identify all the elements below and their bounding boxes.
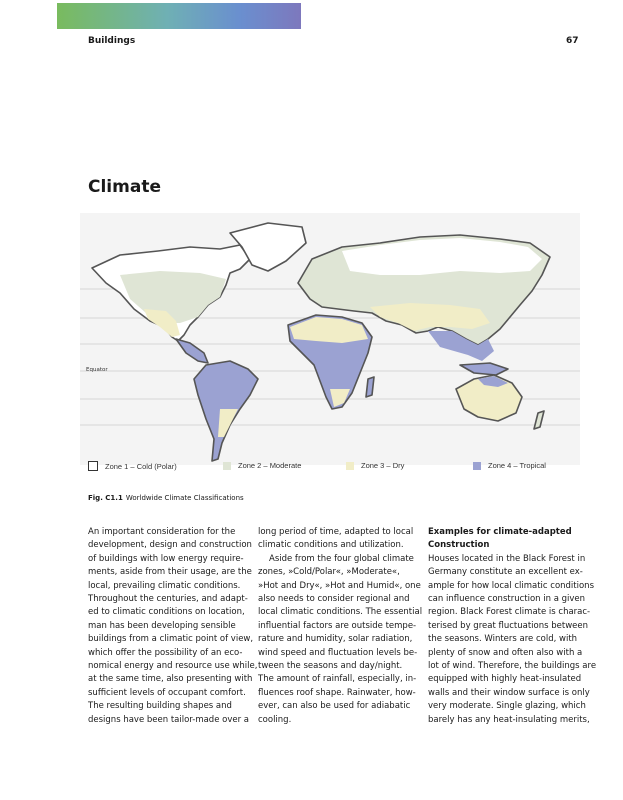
text-line: »Hot and Dry«, »Hot and Humid«, one bbox=[258, 580, 421, 591]
text-line: designs have been tailor-made over a bbox=[88, 714, 249, 725]
text-line: terised by great fluctuations between bbox=[428, 620, 588, 631]
text-line: cooling. bbox=[258, 714, 292, 725]
section-heading: Construction bbox=[428, 540, 490, 551]
text-column-3 bbox=[428, 526, 600, 727]
text-line: can influence construction in a given bbox=[428, 594, 586, 605]
legend-label: Zone 1 – Cold (Polar) bbox=[105, 461, 177, 471]
text-line: ever, can also be used for adiabatic bbox=[258, 701, 411, 712]
world-climate-map bbox=[80, 213, 580, 465]
text-line: barely has any heat-insulating merits, bbox=[428, 714, 590, 725]
legend-zone-1 bbox=[88, 461, 177, 471]
text-line: Germany constitute an excellent ex- bbox=[428, 567, 583, 578]
text-line: lot of wind. Therefore, the buildings are bbox=[428, 661, 597, 672]
running-head: Buildings bbox=[88, 36, 136, 46]
color-band bbox=[57, 3, 301, 29]
text-line: An important consideration for the bbox=[88, 527, 236, 537]
text-line: which offer the possibility of an eco- bbox=[88, 647, 243, 658]
text-line: nomical energy and resource use while, bbox=[88, 661, 258, 672]
section-heading: Examples for climate-adapted bbox=[428, 527, 572, 537]
text-line: Houses located in the Black Forest in bbox=[428, 553, 586, 564]
text-line: ments, aside from their usage, are the bbox=[88, 567, 252, 578]
text-line: region. Black Forest climate is charac- bbox=[428, 607, 591, 618]
text-line: local climatic conditions. The essential bbox=[258, 607, 423, 618]
legend-label: Zone 2 – Moderate bbox=[238, 461, 302, 470]
text-line: development, design and construction bbox=[88, 540, 252, 551]
text-line: man has been developing sensible bbox=[88, 620, 236, 631]
text-line: The resulting building shapes and bbox=[88, 701, 232, 712]
text-line: fluences roof shape. Rainwater, how- bbox=[258, 687, 416, 698]
text-line: wind speed and fluctuation levels be- bbox=[258, 647, 418, 658]
text-line: rature and humidity, solar radiation, bbox=[258, 634, 413, 645]
legend-zone-4 bbox=[473, 461, 546, 470]
page-number: 67 bbox=[566, 36, 579, 46]
legend-swatch-dry bbox=[346, 462, 354, 470]
text-line: of buildings with low energy require- bbox=[88, 553, 244, 564]
text-line: local, prevailing climatic conditions. bbox=[88, 580, 241, 591]
legend-swatch-tropical bbox=[473, 462, 481, 470]
text-line: tween the seasons and day/night. bbox=[258, 661, 403, 672]
text-line: Aside from the four global climate bbox=[269, 553, 414, 564]
text-line: zones, »Cold/Polar«, »Moderate«, bbox=[258, 567, 400, 578]
text-line: plenty of snow and often also with a bbox=[428, 647, 583, 658]
page-title: Climate bbox=[88, 177, 161, 197]
text-line: Throughout the centuries, and adapt- bbox=[88, 594, 248, 605]
text-line: climatic conditions and utilization. bbox=[258, 540, 404, 551]
equator-label: Equator bbox=[86, 367, 108, 373]
text-line: The amount of rainfall, especially, in- bbox=[258, 674, 417, 685]
text-line: long period of time, adapted to local bbox=[258, 527, 414, 537]
legend-label: Zone 3 – Dry bbox=[361, 461, 405, 470]
text-line: at the same time, also presenting with bbox=[88, 674, 253, 685]
text-line: the seasons. Winters are cold, with bbox=[428, 634, 578, 645]
text-line: ample for how local climatic conditions bbox=[428, 580, 594, 591]
figure-caption bbox=[88, 494, 244, 502]
text-line: also needs to consider regional and bbox=[258, 594, 410, 605]
text-column-2 bbox=[258, 526, 430, 727]
legend-label: Zone 4 – Tropical bbox=[488, 461, 546, 470]
madagascar bbox=[366, 377, 374, 397]
caption-text: Worldwide Climate Classifications bbox=[125, 494, 244, 502]
text-line: buildings from a climatic point of view, bbox=[88, 634, 254, 645]
legend-zone-2 bbox=[223, 461, 301, 470]
legend-zone-3 bbox=[346, 461, 404, 470]
text-column-1 bbox=[88, 526, 260, 727]
text-line: walls and their window surface is only bbox=[428, 687, 590, 698]
caption-number: Fig. C1.1 bbox=[88, 494, 123, 502]
text-line: equipped with highly heat-insulated bbox=[428, 674, 582, 685]
text-line: very moderate. Single glazing, which bbox=[428, 701, 586, 712]
text-line: ed to climatic conditions on location, bbox=[88, 607, 245, 618]
legend-swatch-moderate bbox=[223, 462, 231, 470]
legend-swatch-cold bbox=[88, 461, 98, 471]
text-line: influential factors are outside tempe- bbox=[258, 620, 417, 631]
text-line: sufficient levels of occupant comfort. bbox=[88, 687, 246, 698]
